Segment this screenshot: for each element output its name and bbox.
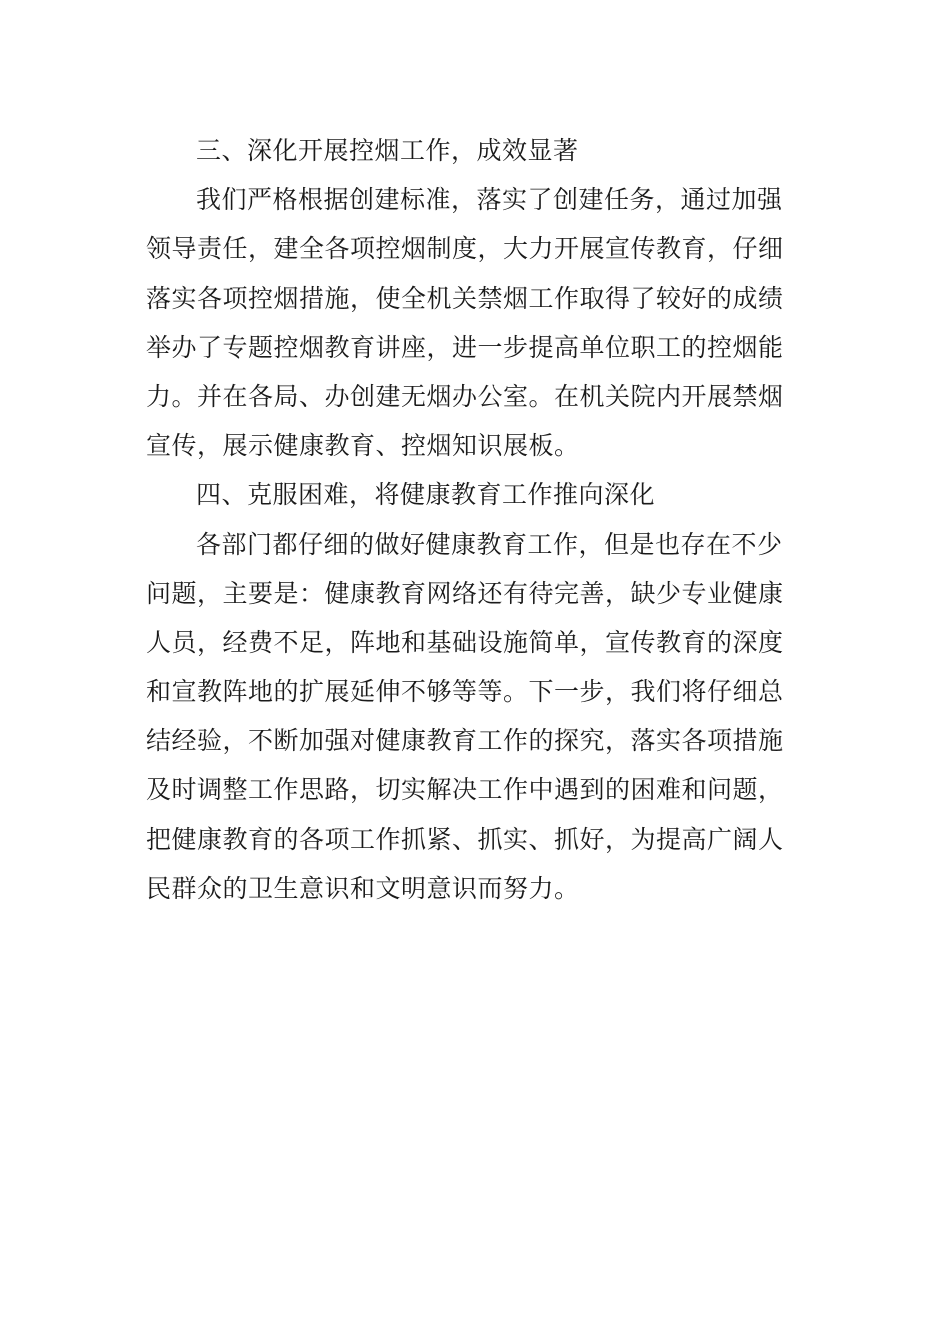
paragraph-line: 我们严格根据创建标准，落实了创建任务，通过加强 — [196, 185, 783, 215]
paragraph-line: 和宣教阵地的扩展延伸不够等等。下一步，我们将仔细总 — [146, 677, 784, 707]
paragraph-line: 领导责任，建全各项控烟制度，大力开展宣传教育，仔细 — [146, 234, 784, 264]
paragraph-line: 人员，经费不足，阵地和基础设施简单，宣传教育的深度 — [146, 627, 784, 657]
paragraph-line: 把健康教育的各项工作抓紧、抓实、抓好，为提高广阔人 — [146, 824, 784, 854]
document-body — [146, 126, 806, 913]
paragraph-line: 力。并在各局、办创建无烟办公室。在机关院内开展禁烟 — [146, 381, 784, 411]
paragraph-line: 宣传，展示健康教育、控烟知识展板。 — [146, 431, 580, 461]
paragraph-line: 落实各项控烟措施，使全机关禁烟工作取得了较好的成绩 — [146, 283, 784, 313]
paragraph-line: 及时调整工作思路，切实解决工作中遇到的困难和问题， — [146, 775, 784, 805]
section-heading-3: 三、深化开展控烟工作，成效显著 — [196, 136, 579, 165]
paragraph-line: 问题，主要是：健康教育网络还有待完善，缺少专业健康 — [146, 578, 784, 608]
paragraph-line: 各部门都仔细的做好健康教育工作，但是也存在不少 — [196, 529, 783, 559]
section-heading-4: 四、克服困难，将健康教育工作推向深化 — [196, 480, 656, 510]
paragraph-line: 民群众的卫生意识和文明意识而努力。 — [146, 873, 580, 903]
paragraph-line: 举办了专题控烟教育讲座，进一步提高单位职工的控烟能 — [146, 332, 784, 362]
paragraph-line: 结经验，不断加强对健康教育工作的探究，落实各项措施 — [146, 726, 784, 756]
